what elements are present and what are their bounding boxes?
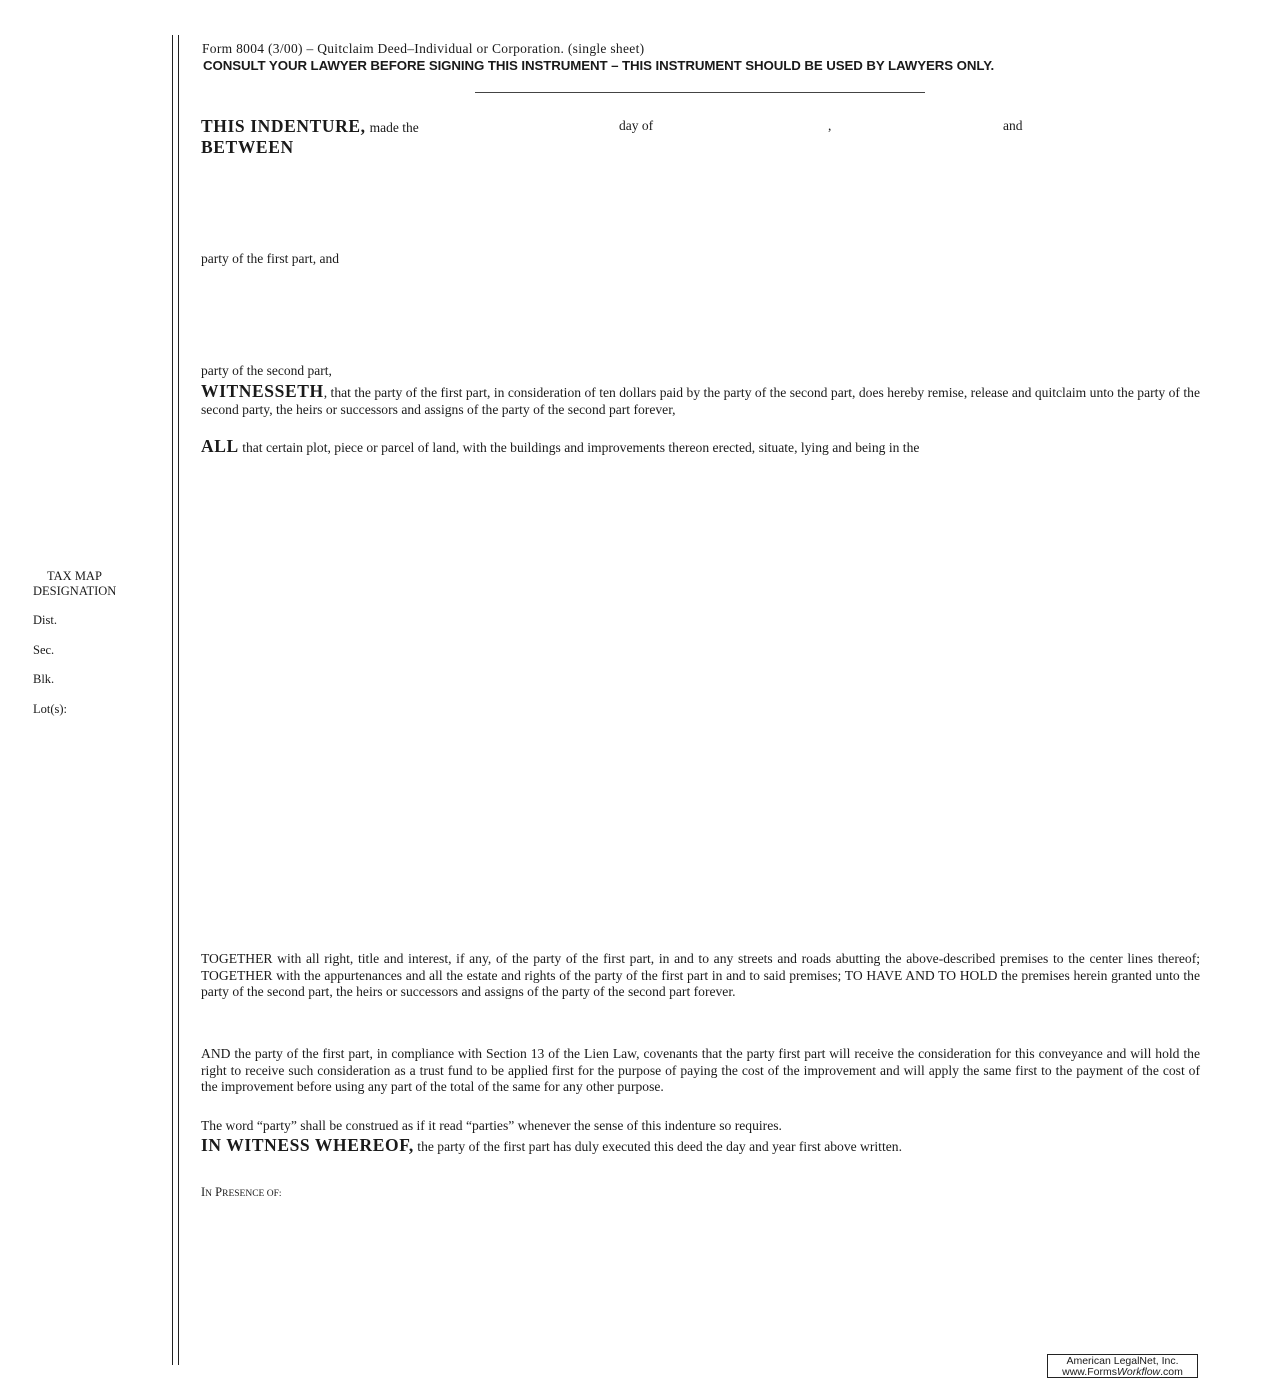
american-legalnet-logo (1047, 1354, 1198, 1378)
witnesseth-text: , that the party of the first part, in consideration of ten dollars paid by the party of the second part, does hereby remise, release and quitclaim unto the party of the second party, the heirs or successors and assigns of the party of the second part forever, (201, 385, 1200, 417)
made-the-label: made the (369, 120, 419, 135)
in-witness-lead: IN WITNESS WHEREOF, (201, 1135, 414, 1155)
witnesseth-lead: WITNESSETH (201, 381, 324, 401)
party-second-part: party of the second part, (201, 363, 332, 378)
header-divider (475, 92, 925, 93)
margin-rule-right (178, 35, 179, 1365)
and-label: and (1003, 118, 1023, 133)
party-definition-clause: The word “party” shall be construed as if it read “parties” whenever the sense of this indenture so requires. (201, 1118, 782, 1133)
tax-map-lots: Lot(s): (33, 702, 68, 716)
all-text: that certain plot, piece or parcel of land, with the buildings and improvements thereon erected, situate, lying and being in the (238, 440, 920, 455)
tax-map-sec: Sec. (33, 643, 55, 657)
all-clause (201, 438, 1200, 457)
tax-map-line1: TAX MAP (47, 569, 102, 583)
margin-rule-left (172, 35, 173, 1365)
form-title: Form 8004 (3/00) – Quitclaim Deed–Individual or Corporation. (single sheet) (202, 41, 645, 56)
logo-line2: www.FormsWorkflow.com (1062, 1366, 1183, 1378)
between-label: BETWEEN (201, 137, 294, 157)
indenture-line (201, 116, 419, 137)
together-clause: TOGETHER with all right, title and interest, if any, of the party of the first part, in and to any streets and roads abutting the above-described premises to the center lines thereof; TOGETHER with the appurtenances and all the estate and rights of the party of the first part in and to said premises; TO HAVE AND TO HOLD the premises herein granted unto the party of the second part, the heirs or successors and assigns of the party of the second part forever. (201, 951, 1200, 1000)
date-comma: , (828, 118, 832, 133)
party-first-part: party of the first part, and (201, 251, 339, 266)
tax-map-blk: Blk. (33, 672, 55, 686)
witnesseth-clause (201, 383, 1200, 418)
logo-line1: American LegalNet, Inc. (1066, 1355, 1179, 1367)
in-witness-text: the party of the first part has duly executed this deed the day and year first above written. (413, 1139, 902, 1154)
indenture-lead: THIS INDENTURE, (201, 116, 366, 136)
day-of-label: day of (619, 118, 654, 133)
consult-lawyer-notice: CONSULT YOUR LAWYER BEFORE SIGNING THIS INSTRUMENT – THIS INSTRUMENT SHOULD BE USED BY LAWYERS ONLY. (203, 58, 995, 73)
lien-law-clause: AND the party of the first part, in compliance with Section 13 of the Lien Law, covenants that the party first part will receive the consideration for this conveyance and will hold the right to receive such consideration as a trust fund to be applied first for the purpose of paying the cost of the improvement and will apply the same first to the payment of the cost of the improvement before using any part of the total of the same for any other purpose. (201, 1046, 1200, 1095)
tax-map-line2: DESIGNATION (33, 584, 117, 598)
all-lead: ALL (201, 436, 239, 456)
in-presence-of: IN PRESENCE OF: (201, 1185, 282, 1199)
tax-map-dist: Dist. (33, 613, 57, 627)
in-witness-clause (201, 1137, 1200, 1156)
